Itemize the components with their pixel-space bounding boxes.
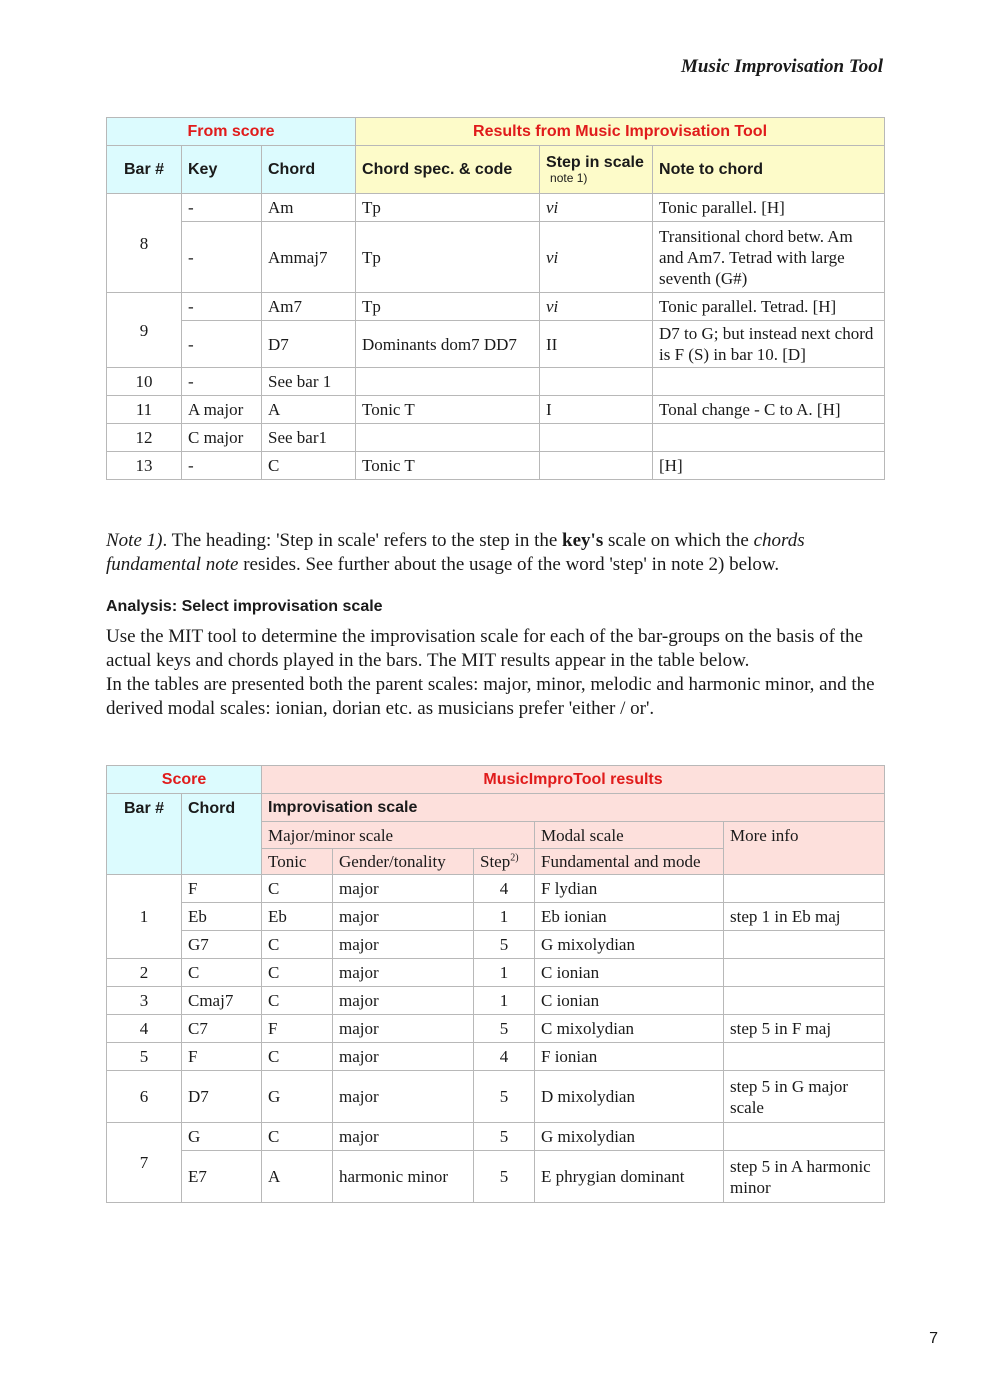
note-cell: Transitional chord betw. Am and Am7. Tetrad with large seventh (G#) [653, 222, 885, 293]
note-cell: Tonic parallel. [H] [653, 194, 885, 222]
step-cell [540, 424, 653, 452]
info-cell: step 5 in A harmonic minor [724, 1151, 885, 1203]
bar-cell: 4 [107, 1015, 182, 1043]
col-header-bar: Bar # [107, 146, 182, 194]
mode-cell: C ionian [535, 987, 724, 1015]
note-1-text: . The heading: 'Step in scale' refers to the step in the [162, 530, 563, 551]
bar-cell: 1 [107, 875, 182, 959]
note-1-bold: key's [562, 530, 604, 551]
col-header-step [474, 849, 535, 875]
chord-cell: F [182, 875, 262, 903]
col-header-tonic: Tonic [262, 849, 333, 875]
info-cell [724, 1123, 885, 1151]
col-header-step-note: note 1) [550, 171, 588, 185]
step-cell: 5 [474, 1151, 535, 1203]
col-header-step-label: Step [480, 852, 511, 871]
chord-cell: E7 [182, 1151, 262, 1203]
chord-cell: Cmaj7 [182, 987, 262, 1015]
tonic-cell: C [262, 959, 333, 987]
mode-cell: Eb ionian [535, 903, 724, 931]
bar-cell: 10 [107, 368, 182, 396]
step-cell: 1 [474, 987, 535, 1015]
chord-cell: Am [262, 194, 356, 222]
table-row [107, 452, 885, 480]
col-header-bar: Bar # [107, 794, 182, 875]
tonic-cell: C [262, 1123, 333, 1151]
key-cell: C major [182, 424, 262, 452]
col-header-modal: Modal scale [535, 822, 724, 849]
bar-cell: 13 [107, 452, 182, 480]
key-cell: - [182, 452, 262, 480]
step-cell: II [540, 321, 653, 368]
col-header-step-footnote: 2) [510, 852, 519, 864]
step-cell: 5 [474, 1015, 535, 1043]
step-cell: 5 [474, 1123, 535, 1151]
step-cell: 5 [474, 931, 535, 959]
bar-cell: 7 [107, 1123, 182, 1203]
group-header-mit-results: MusicImproTool results [262, 766, 885, 794]
step-cell [540, 368, 653, 396]
mode-cell: G mixolydian [535, 1123, 724, 1151]
info-cell [724, 987, 885, 1015]
key-cell: A major [182, 396, 262, 424]
mode-cell: F ionian [535, 1043, 724, 1071]
table-row [107, 1151, 885, 1203]
note-cell: [H] [653, 452, 885, 480]
spec-cell: Tp [356, 293, 540, 321]
key-cell: - [182, 293, 262, 321]
col-header-step-label: Step in scale [546, 154, 644, 171]
gender-cell: major [333, 1015, 474, 1043]
col-header-gender: Gender/tonality [333, 849, 474, 875]
group-header-mit-results: Results from Music Improvisation Tool [356, 118, 885, 146]
note-cell: Tonic parallel. Tetrad. [H] [653, 293, 885, 321]
bar-cell: 11 [107, 396, 182, 424]
bar-cell: 2 [107, 959, 182, 987]
col-header-step [540, 146, 653, 194]
spec-cell: Tonic T [356, 452, 540, 480]
spec-cell [356, 368, 540, 396]
info-cell [724, 1043, 885, 1071]
mode-cell: F lydian [535, 875, 724, 903]
info-cell [724, 959, 885, 987]
step-cell [540, 452, 653, 480]
info-cell [724, 875, 885, 903]
table-row [107, 987, 885, 1015]
mode-cell: C mixolydian [535, 1015, 724, 1043]
spec-cell: Dominants dom7 DD7 [356, 321, 540, 368]
group-header-from-score: From score [107, 118, 356, 146]
improvisation-scale-table [106, 765, 885, 1203]
note-cell: Tonal change - C to A. [H] [653, 396, 885, 424]
col-header-note: Note to chord [653, 146, 885, 194]
key-cell: - [182, 194, 262, 222]
chord-cell: C [262, 452, 356, 480]
step-cell: 1 [474, 903, 535, 931]
tonic-cell: C [262, 987, 333, 1015]
section-heading: Analysis: Select improvisation scale [106, 598, 383, 615]
bar-cell: 9 [107, 293, 182, 368]
tonic-cell: C [262, 931, 333, 959]
info-cell: step 1 in Eb maj [724, 903, 885, 931]
step-cell: I [540, 396, 653, 424]
bar-cell: 8 [107, 194, 182, 293]
chord-analysis-table [106, 117, 885, 480]
chord-cell: Ammaj7 [262, 222, 356, 293]
col-header-chord: Chord [262, 146, 356, 194]
info-cell: step 5 in G major scale [724, 1071, 885, 1123]
mode-cell: E phrygian dominant [535, 1151, 724, 1203]
note-1-paragraph [106, 529, 884, 577]
table-row [107, 396, 885, 424]
table-row [107, 1015, 885, 1043]
step-cell: 1 [474, 959, 535, 987]
note-1-emphasis: chords fundamental note [106, 530, 805, 575]
chord-cell: See bar1 [262, 424, 356, 452]
step-cell: vi [540, 293, 653, 321]
spec-cell: Tonic T [356, 396, 540, 424]
tonic-cell: C [262, 1043, 333, 1071]
gender-cell: major [333, 987, 474, 1015]
group-header-score: Score [107, 766, 262, 794]
table-row [107, 293, 885, 321]
key-cell: - [182, 321, 262, 368]
spec-cell: Tp [356, 222, 540, 293]
chord-cell: D7 [182, 1071, 262, 1123]
tonic-cell: Eb [262, 903, 333, 931]
spec-cell [356, 424, 540, 452]
body-paragraph [106, 625, 884, 721]
bar-cell: 3 [107, 987, 182, 1015]
body-line: In the tables are presented both the parent scales: major, minor, melodic and harmonic minor, and the derived modal scales: ionian, dorian etc. as musicians prefer 'either / or'. [106, 674, 875, 719]
note-cell [653, 424, 885, 452]
chord-cell: Eb [182, 903, 262, 931]
running-title: Music Improvisation Tool [680, 56, 883, 77]
gender-cell: major [333, 875, 474, 903]
table-row [107, 321, 885, 368]
bar-cell: 12 [107, 424, 182, 452]
table-row [107, 931, 885, 959]
col-header-more-info: More info [724, 822, 885, 875]
note-1-text: resides. See further about the usage of the word 'step' in note 2) below. [238, 554, 780, 575]
col-header-improvisation-scale: Improvisation scale [262, 794, 885, 822]
gender-cell: major [333, 959, 474, 987]
table-row [107, 875, 885, 903]
chord-cell: C7 [182, 1015, 262, 1043]
chord-cell: F [182, 1043, 262, 1071]
tonic-cell: F [262, 1015, 333, 1043]
gender-cell: harmonic minor [333, 1151, 474, 1203]
table-row [107, 1071, 885, 1123]
bar-cell: 5 [107, 1043, 182, 1071]
col-header-major-minor: Major/minor scale [262, 822, 535, 849]
step-cell: 5 [474, 1071, 535, 1123]
col-header-fundamental: Fundamental and mode [535, 849, 724, 875]
col-header-chord-spec: Chord spec. & code [356, 146, 540, 194]
chord-cell: See bar 1 [262, 368, 356, 396]
step-cell: vi [540, 222, 653, 293]
tonic-cell: G [262, 1071, 333, 1123]
chord-cell: Am7 [262, 293, 356, 321]
chord-cell: D7 [262, 321, 356, 368]
step-cell: 4 [474, 1043, 535, 1071]
tonic-cell: C [262, 875, 333, 903]
tonic-cell: A [262, 1151, 333, 1203]
note-cell [653, 368, 885, 396]
table-row [107, 1043, 885, 1071]
bar-cell: 6 [107, 1071, 182, 1123]
col-header-key: Key [182, 146, 262, 194]
note-1-text: scale on which the [603, 530, 754, 551]
chord-cell: G7 [182, 931, 262, 959]
mode-cell: G mixolydian [535, 931, 724, 959]
step-cell: vi [540, 194, 653, 222]
spec-cell: Tp [356, 194, 540, 222]
table-row [107, 959, 885, 987]
gender-cell: major [333, 1123, 474, 1151]
body-line: Use the MIT tool to determine the improvisation scale for each of the bar-groups on the basis of the actual keys and chords played in the bars. The MIT results appear in the table below. [106, 626, 863, 671]
note-1-lead: Note 1) [106, 530, 163, 551]
gender-cell: major [333, 903, 474, 931]
note-cell: D7 to G; but instead next chord is F (S) in bar 10. [D] [653, 321, 885, 368]
col-header-chord: Chord [182, 794, 262, 875]
gender-cell: major [333, 1043, 474, 1071]
chord-cell: C [182, 959, 262, 987]
info-cell [724, 931, 885, 959]
gender-cell: major [333, 931, 474, 959]
info-cell: step 5 in F maj [724, 1015, 885, 1043]
table-row [107, 1123, 885, 1151]
chord-cell: G [182, 1123, 262, 1151]
key-cell: - [182, 368, 262, 396]
table-row [107, 222, 885, 293]
mode-cell: D mixolydian [535, 1071, 724, 1123]
page-number: 7 [929, 1330, 938, 1347]
chord-cell: A [262, 396, 356, 424]
step-cell: 4 [474, 875, 535, 903]
table-row [107, 424, 885, 452]
table-row [107, 903, 885, 931]
table-row [107, 194, 885, 222]
gender-cell: major [333, 1071, 474, 1123]
table-row [107, 368, 885, 396]
key-cell: - [182, 222, 262, 293]
mode-cell: C ionian [535, 959, 724, 987]
